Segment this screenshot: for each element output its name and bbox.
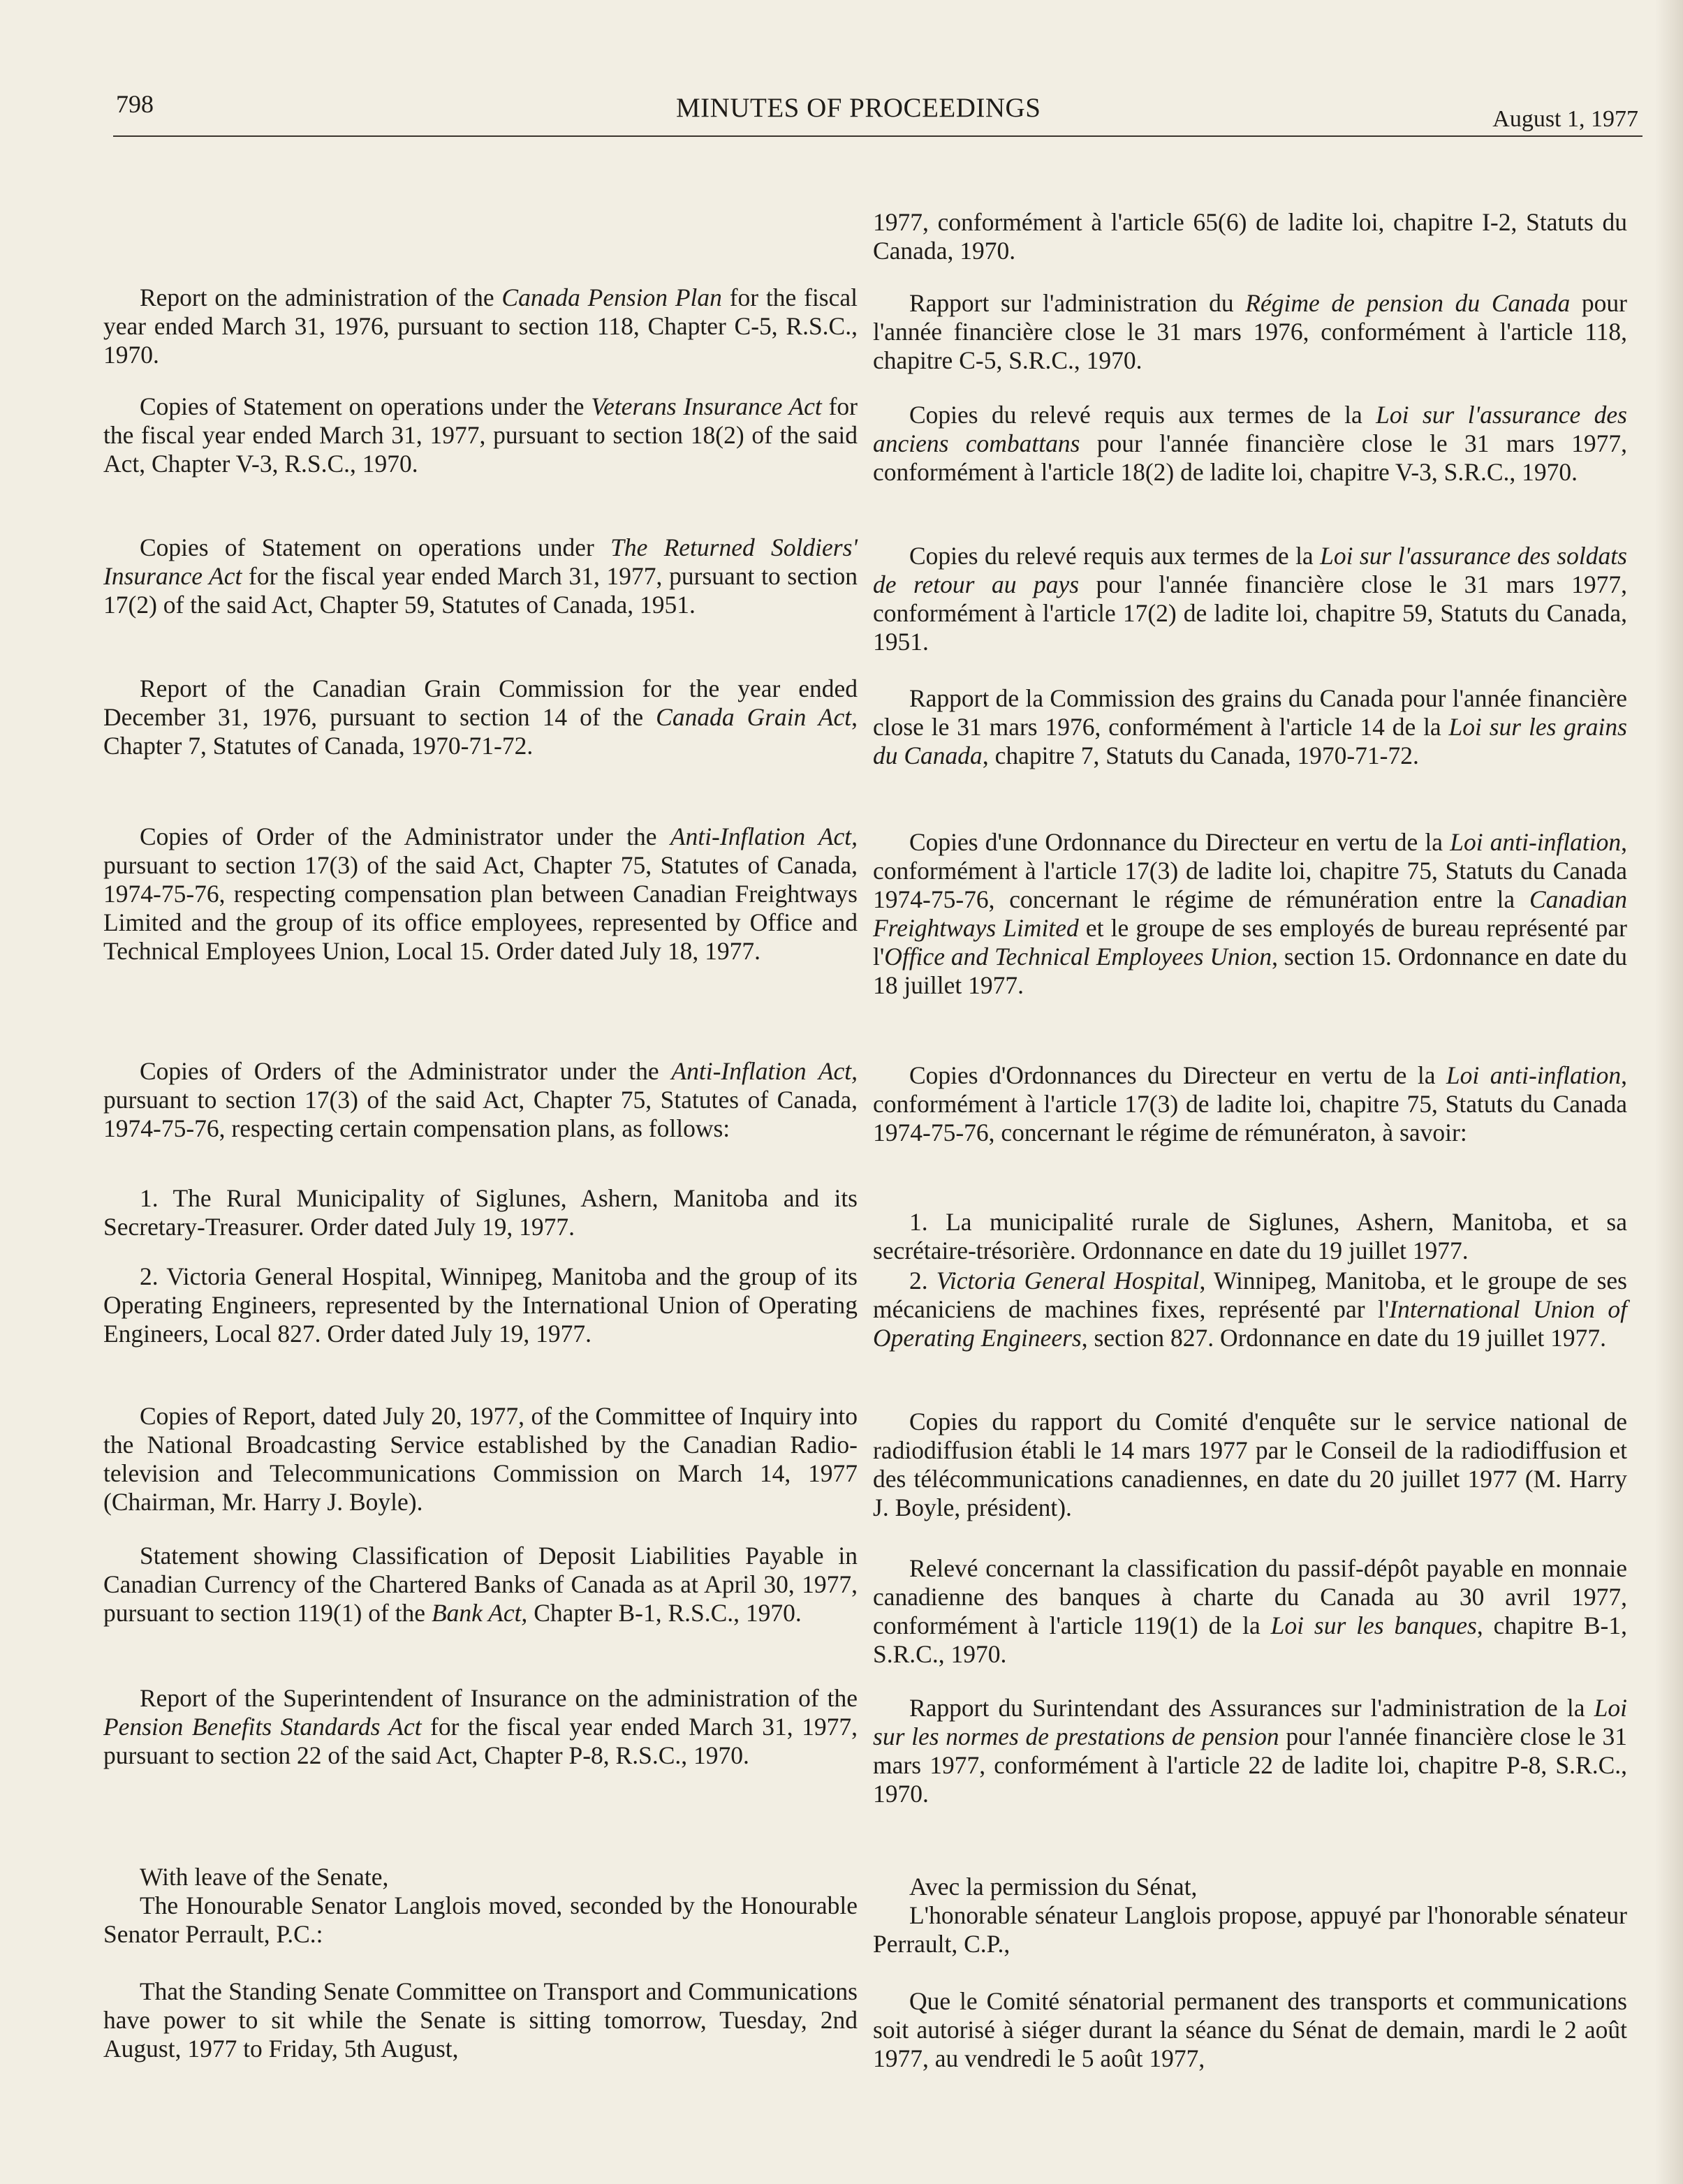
running-title: MINUTES OF PROCEEDINGS <box>676 93 1041 123</box>
fr-assurance-soldats-retour: Copies du relevé requis aux termes de la Loi sur l'assurance des soldats de retour au pays pour l'année financière close le 31 mars 1977, conformément à l'article 17(2) de ladite loi, chapitre 59, Statuts du Canada, 1951. <box>873 542 1627 656</box>
header-rule <box>113 135 1642 137</box>
en-report-canada-pension-plan: Report on the administration of the Canada Pension Plan for the fiscal year ended March 31, 1976, pursuant to section 118, Chapter C-5, R.S.C., 1970. <box>103 283 858 369</box>
fr-comite-sieger-motion: Que le Comité sénatorial permanent des transports et communications soit autorisé à siéger durant la séance du Sénat de demain, mardi le 2 août 1977, au vendredi le 5 août 1977, <box>873 1987 1627 2072</box>
fr-permission-senat-motion: Avec la permission du Sénat, L'honorable sénateur Langlois propose, appuyé par l'honorable sénateur Perrault, C.P., <box>873 1873 1627 1958</box>
en-order-canadian-freightways: Copies of Order of the Administrator under the Anti-Inflation Act, pursuant to section 17(3) of the said Act, Chapter 75, Statutes of Canada, 1974-75-76, respecting compensation plan between Canadian Freightways Limited and the group of its office employees, represented by Office and Technical Employees Union, Local 15. Order dated July 18, 1977. <box>103 822 858 965</box>
fr-rapport-comite-enquete: Copies du rapport du Comité d'enquête sur le service national de radiodiffusion établi le 14 mars 1977 par le Conseil de la radiodiffusion et des télécommunications canadiennes, en date du 20 juillet 1977 (M. Harry J. Boyle, président). <box>873 1408 1627 1521</box>
fr-ordonnance-canadian-freightways: Copies d'une Ordonnance du Directeur en vertu de la Loi anti-inflation, conformément à l'article 17(3) de ladite loi, chapitre 75, Statuts du Canada 1974-75-76, concernant le régime de rémunération entre la Canadian Freightways Limited et le groupe de ses employés de bureau représenté par l'Office and Technical Employees Union, section 15. Ordonnance en date du 18 juillet 1977. <box>873 828 1627 999</box>
fr-regime-de-pension: Rapport sur l'administration du Régime de pension du Canada pour l'année financière close le 31 mars 1976, conformément à l'article 118, chapitre C-5, S.R.C., 1970. <box>873 289 1627 374</box>
fr-continuation-paragraph: 1977, conformément à l'article 65(6) de ladite loi, chapitre I-2, Statuts du Canada, 1970. <box>873 208 1627 265</box>
en-committee-sitting-motion: That the Standing Senate Committee on Transport and Communications have power to sit while the Senate is sitting tomorrow, Tuesday, 2nd August, 1977 to Friday, 5th August, <box>103 1977 858 2063</box>
en-item-rural-municipality: 1. The Rural Municipality of Siglunes, Ashern, Manitoba and its Secretary-Treasurer. Order dated July 19, 1977. <box>103 1184 858 1241</box>
fr-commission-des-grains: Rapport de la Commission des grains du Canada pour l'année financière close le 31 mars 1976, conformément à l'article 14 de la Loi sur les grains du Canada, chapitre 7, Statuts du Canada, 1970-71-72. <box>873 684 1627 769</box>
en-superintendent-insurance-report: Report of the Superintendent of Insurance on the administration of the Pension Benefits Standards Act for the fiscal year ended March 31, 1977, pursuant to section 22 of the said Act, Chapter P-8, R.S.C., 1970. <box>103 1684 858 1769</box>
header-date: August 1, 1977 <box>1492 106 1638 132</box>
fr-item-victoria-general-hospital: 2. Victoria General Hospital, Winnipeg, Manitoba, et le groupe de ses mécaniciens de machines fixes, représenté par l'International Union of Operating Engineers, section 827. Ordonnance en date du 19 juillet 1977. <box>873 1267 1627 1352</box>
en-item-victoria-general-hospital: 2. Victoria General Hospital, Winnipeg, Manitoba and the group of its Operating Engineers, represented by the International Union of Operating Engineers, Local 827. Order dated July 19, 1977. <box>103 1262 858 1348</box>
en-orders-compensation-plans: Copies of Orders of the Administrator under the Anti-Inflation Act, pursuant to section 17(3) of the said Act, Chapter 75, Statutes of Canada, 1974-75-76, respecting certain compensation plans, as follows: <box>103 1057 858 1142</box>
en-canadian-grain-commission: Report of the Canadian Grain Commission for the year ended December 31, 1976, pursuant to section 14 of the Canada Grain Act, Chapter 7, Statutes of Canada, 1970-71-72. <box>103 674 858 760</box>
fr-assurance-anciens-combattans: Copies du relevé requis aux termes de la Loi sur l'assurance des anciens combattans pour l'année financière close le 31 mars 1977, conformément à l'article 18(2) de ladite loi, chapitre V-3, S.R.C., 1970. <box>873 401 1627 486</box>
en-returned-soldiers-insurance-act: Copies of Statement on operations under The Returned Soldiers' Insurance Act for the fiscal year ended March 31, 1977, pursuant to section 17(2) of the said Act, Chapter 59, Statutes of Canada, 1951. <box>103 533 858 619</box>
fr-rapport-surintendant: Rapport du Surintendant des Assurances sur l'administration de la Loi sur les normes de prestations de pension pour l'année financière close le 31 mars 1977, conformément à l'article 22 de ladite loi, chapitre P-8, S.R.C., 1970. <box>873 1694 1628 1808</box>
en-broadcasting-inquiry-report: Copies of Report, dated July 20, 1977, of the Committee of Inquiry into the National Broadcasting Service established by the Canadian Radio-television and Telecommunications Commission on March 14, 1977 (Chairman, Mr. Harry J. Boyle). <box>103 1402 858 1516</box>
fr-releve-passif-depot: Relevé concernant la classification du passif-dépôt payable en monnaie canadienne des banques à charte du Canada au 30 avril 1977, conformément à l'article 119(1) de la Loi sur les banques, chapitre B-1, S.R.C., 1970. <box>873 1554 1627 1668</box>
page-header <box>113 85 1642 141</box>
en-veterans-insurance-act: Copies of Statement on operations under the Veterans Insurance Act for the fiscal year ended March 31, 1977, pursuant to section 18(2) of the said Act, Chapter V-3, R.S.C., 1970. <box>103 392 858 478</box>
fr-item-municipalite-rurale: 1. La municipalité rurale de Siglunes, Ashern, Manitoba, et sa secrétaire-trésorière. Ordonnance en date du 19 juillet 1977. <box>873 1208 1627 1264</box>
en-leave-of-senate-motion: With leave of the Senate, The Honourable Senator Langlois moved, seconded by the Honourable Senator Perrault, P.C.: <box>103 1863 858 1948</box>
page-number: 798 <box>116 90 154 118</box>
en-deposit-liabilities-statement: Statement showing Classification of Deposit Liabilities Payable in Canadian Currency of the Chartered Banks of Canada as at April 30, 1977, pursuant to section 119(1) of the Bank Act, Chapter B-1, R.S.C., 1970. <box>103 1542 858 1627</box>
fr-ordonnances-remuneration: Copies d'Ordonnances du Directeur en vertu de la Loi anti-inflation, conformément à l'article 17(3) de ladite loi, chapitre 75, Statuts du Canada 1974-75-76, concernant le régime de rémunératon, à savoir: <box>873 1061 1627 1146</box>
